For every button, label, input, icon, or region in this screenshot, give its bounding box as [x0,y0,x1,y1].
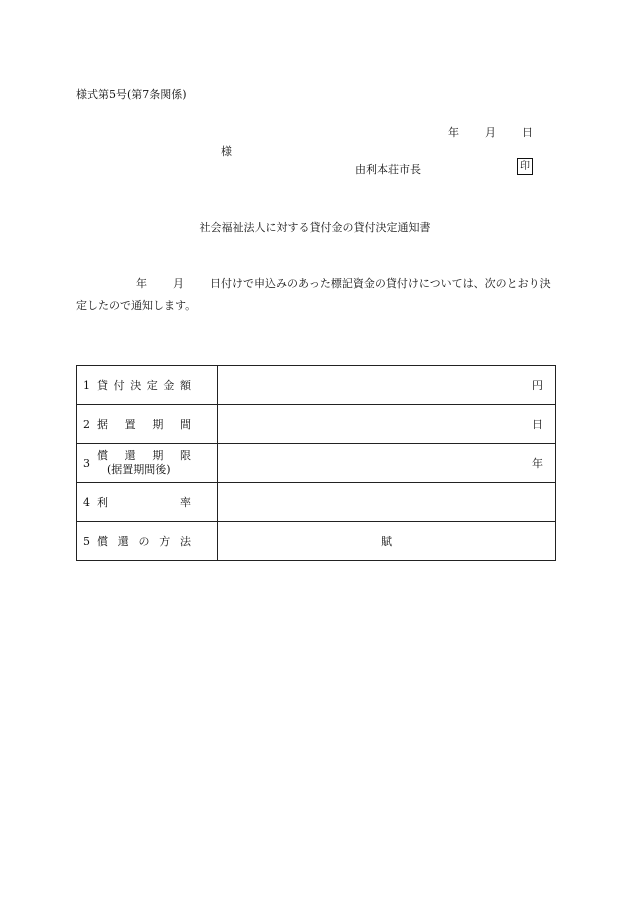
row-value: 日 [218,405,556,444]
row-value: 円 [218,366,556,405]
date-day: 日 [522,126,533,139]
table-row [77,366,556,405]
row-label [77,366,218,405]
row-number: 4 [83,495,90,509]
body-year: 年 [136,277,147,290]
row-label [77,444,218,483]
row-label [77,483,218,522]
row-label-text: 貸 付 決 定 金 額 [97,379,191,392]
row-label-text: 据 置 期 間 [97,418,191,431]
row-sub-label: (据置期間後) [107,463,171,476]
table-row [77,522,556,561]
date-line [448,124,533,140]
table-row [77,483,556,522]
row-number: 1 [83,378,90,392]
body-month: 月 [173,277,184,290]
row-number: 2 [83,417,90,431]
notice-body [76,273,561,317]
row-label-text: 償 還 の 方 法 [97,535,191,548]
issuer-name: 由利本荘市長 [355,163,421,176]
row-label [77,405,218,444]
row-value [218,483,556,522]
row-label-text: 利 率 [97,496,191,509]
document-title: 社会福祉法人に対する貸付金の貸付決定通知書 [199,221,431,234]
row-value: 賦 [218,522,556,561]
addressee-honorific: 様 [221,145,232,158]
seal-mark: 印 [517,158,533,175]
date-year: 年 [448,126,459,139]
table-row [77,405,556,444]
table-row [77,444,556,483]
row-value: 年 [218,444,556,483]
row-label-text: 償 還 期 限 [97,449,191,462]
date-month: 月 [485,126,496,139]
loan-terms-table [76,365,556,561]
body-text: 日付けで申込みのあった標記資金の貸付けについては、次のとおり決定したので通知します。 [76,277,551,312]
form-number: 様式第5号(第7条関係) [76,88,187,101]
row-number: 3 [83,456,90,470]
row-number: 5 [83,534,90,548]
row-label [77,522,218,561]
